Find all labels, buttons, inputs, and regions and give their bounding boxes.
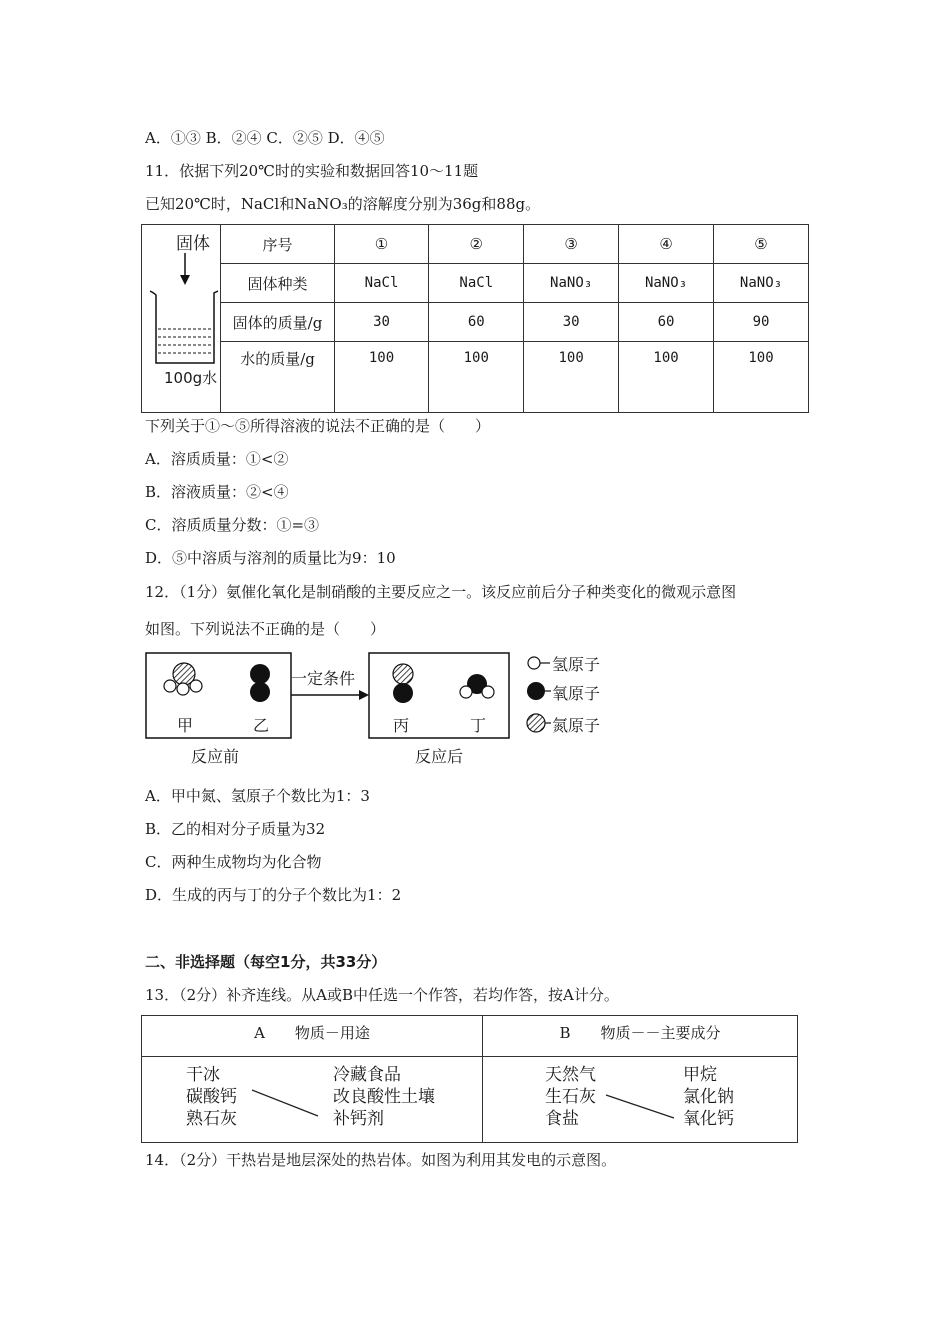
list-item: 氧化钙 [683,1109,734,1129]
list-item: 冷藏食品 [333,1065,401,1085]
label-before: 反应前 [191,747,240,766]
q12-stem-1: 12．（1分）氨催化氧化是制硝酸的主要反应之一。该反应前后分子种类变化的微观示意图 [145,583,737,601]
list-item: 改良酸性土壤 [333,1087,435,1107]
list-item: 干冰 [186,1065,220,1085]
row-label: 水的质量/g [221,342,334,413]
header-3: ③ [524,225,619,264]
table-cell: NaCl [429,264,524,303]
row-label: 固体种类 [221,264,334,303]
header-5: ⑤ [714,225,809,264]
q13-table [141,1015,798,1143]
table-cell: NaNO₃ [714,264,809,303]
table-cell: 100 [429,342,524,413]
q12-option-c: C．两种生成物均为化合物 [145,853,322,871]
q11-option-b: B．溶液质量：②<④ [145,483,289,501]
list-item: 碳酸钙 [186,1087,237,1107]
q13-b-right [683,1064,734,1130]
legend-hydrogen: 氢原子 [552,655,601,674]
table-row [142,303,809,342]
table-cell: 30 [524,303,619,342]
legend-nitrogen: 氮原子 [552,716,601,735]
label-after: 反应后 [415,747,464,766]
q11-option-d: D．⑤中溶质与溶剂的质量比为9：10 [145,549,396,567]
beaker-solid-label: 固体 [176,234,210,254]
beaker-water-label: 100g水 [164,369,218,387]
table-cell: 100 [619,342,714,413]
reaction-condition: 一定条件 [291,669,356,688]
q11-option-c: C．溶质质量分数：①=③ [145,516,320,534]
q13-header-a: A 物质－用途 [254,1024,370,1042]
section-title: 二、非选择题（每空1分，共33分） [145,953,387,971]
table-cell: 100 [334,342,429,413]
header-2: ② [429,225,524,264]
q14-stem: 14．（2分）干热岩是地层深处的热岩体。如图为利用其发电的示意图。 [145,1151,617,1169]
q11-known: 已知20℃时，NaCl和NaNO₃的溶解度分别为36g和88g。 [145,195,541,213]
table-cell: 30 [334,303,429,342]
label-ding: 丁 [470,716,487,735]
q13-header-b: B 物质－－主要成分 [559,1024,721,1042]
label-bing: 丙 [393,716,410,735]
reaction-diagram [145,650,625,770]
header-1: ① [334,225,429,264]
q13-stem: 13．（2分）补齐连线。从A或B中任选一个作答，若均作答，按A计分。 [145,986,619,1004]
list-item: 甲烷 [683,1065,717,1085]
row-label: 固体的质量/g [221,303,334,342]
beaker-figure [142,225,221,413]
table-cell: 100 [524,342,619,413]
q11-intro: 11．依据下列20℃时的实验和数据回答10～11题 [145,162,479,180]
q12-option-d: D．生成的丙与丁的分子个数比为1：2 [145,886,402,904]
q12-stem-2: 如图。下列说法不正确的是（ ） [145,620,386,638]
table-cell: NaNO₃ [619,264,714,303]
table-row [142,342,809,413]
list-item: 食盐 [545,1109,579,1129]
table-cell: 90 [714,303,809,342]
list-item: 熟石灰 [186,1109,237,1129]
table-cell: 60 [429,303,524,342]
list-item: 生石灰 [545,1087,596,1107]
list-item: 氯化钠 [683,1087,734,1107]
legend-oxygen: 氧原子 [552,684,601,703]
list-item: 补钙剂 [333,1109,384,1129]
q11-option-a: A．溶质质量：①<② [145,450,289,468]
q11-table [141,224,809,413]
label-jia: 甲 [177,716,194,735]
header-index: 序号 [221,225,334,264]
list-item: 天然气 [545,1065,596,1085]
q10-options: A．①③ B．②④ C．②⑤ D．④⑤ [145,129,385,147]
q13-b-left [545,1064,596,1130]
q12-option-a: A．甲中氮、氢原子个数比为1：3 [145,787,370,805]
table-cell: 100 [714,342,809,413]
q12-option-b: B．乙的相对分子质量为32 [145,820,326,838]
table-cell: NaCl [334,264,429,303]
q11-question: 下列关于①～⑤所得溶液的说法不正确的是（ ） [145,417,491,435]
table-cell: NaNO₃ [524,264,619,303]
header-4: ④ [619,225,714,264]
table-row [142,264,809,303]
label-yi: 乙 [253,716,270,735]
table-cell: 60 [619,303,714,342]
